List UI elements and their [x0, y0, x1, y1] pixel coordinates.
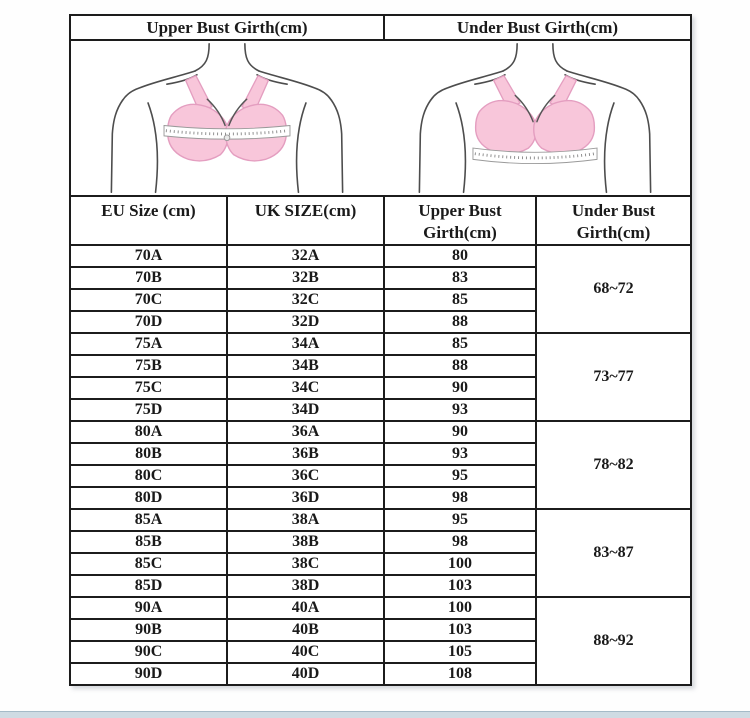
- size-table-row: [70, 421, 691, 443]
- under-bust-range-cell: 73~77: [536, 333, 691, 421]
- size-table-row: [70, 333, 691, 355]
- upper-bust-value-cell: 93: [384, 399, 536, 421]
- eu-size-cell: 90B: [70, 619, 227, 641]
- uk-size-cell: 38A: [227, 509, 384, 531]
- uk-size-cell: 38D: [227, 575, 384, 597]
- under-bust-range-cell: 83~87: [536, 509, 691, 597]
- upper-bust-value-cell: 98: [384, 487, 536, 509]
- eu-size-cell: 70C: [70, 289, 227, 311]
- eu-size-cell: 75A: [70, 333, 227, 355]
- uk-size-cell: 40B: [227, 619, 384, 641]
- upper-bust-value-cell: 95: [384, 509, 536, 531]
- uk-size-cell: 36A: [227, 421, 384, 443]
- upper-bust-value-cell: 100: [384, 597, 536, 619]
- uk-size-cell: 38B: [227, 531, 384, 553]
- eu-size-cell: 80A: [70, 421, 227, 443]
- upper-bust-value-cell: 88: [384, 311, 536, 333]
- eu-size-cell: 80C: [70, 465, 227, 487]
- uk-size-cell: 32C: [227, 289, 384, 311]
- bra-size-chart-table: [69, 14, 692, 686]
- top-header-row: [70, 15, 691, 40]
- eu-size-cell: 85B: [70, 531, 227, 553]
- size-table-row: [70, 509, 691, 531]
- eu-size-column-header: [70, 196, 227, 245]
- eu-size-cell: 70A: [70, 245, 227, 267]
- under-bust-range-cell: 78~82: [536, 421, 691, 509]
- uk-size-cell: 34D: [227, 399, 384, 421]
- eu-size-label: EU Size (cm): [101, 201, 196, 220]
- upper-bust-value-cell: 85: [384, 333, 536, 355]
- uk-size-cell: 34B: [227, 355, 384, 377]
- upper-bust-value-cell: 103: [384, 619, 536, 641]
- uk-size-cell: 40C: [227, 641, 384, 663]
- upper-bust-measurement-illustration: [86, 41, 368, 195]
- bottom-edge-strip: [0, 711, 750, 718]
- eu-size-cell: 70B: [70, 267, 227, 289]
- upper-bust-value-cell: 100: [384, 553, 536, 575]
- eu-size-cell: 75D: [70, 399, 227, 421]
- under-bust-range-cell: 68~72: [536, 245, 691, 333]
- size-table-row: [70, 597, 691, 619]
- uk-size-column-header: [227, 196, 384, 245]
- under-bust-measurement-illustration: [394, 41, 676, 195]
- eu-size-cell: 90C: [70, 641, 227, 663]
- upper-bust-value-cell: 95: [384, 465, 536, 487]
- upper-bust-girth-header: Upper Bust Girth(cm): [70, 15, 384, 40]
- illustration-cell: [70, 40, 691, 196]
- uk-size-cell: 36B: [227, 443, 384, 465]
- upper-bust-value-cell: 98: [384, 531, 536, 553]
- eu-size-cell: 80D: [70, 487, 227, 509]
- upper-bust-value-cell: 80: [384, 245, 536, 267]
- eu-size-cell: 85C: [70, 553, 227, 575]
- uk-size-cell: 36D: [227, 487, 384, 509]
- upper-bust-value-cell: 93: [384, 443, 536, 465]
- eu-size-cell: 80B: [70, 443, 227, 465]
- eu-size-cell: 90A: [70, 597, 227, 619]
- upper-bust-value-cell: 90: [384, 421, 536, 443]
- upper-bust-value-cell: 83: [384, 267, 536, 289]
- eu-size-cell: 85D: [70, 575, 227, 597]
- upper-bust-value-cell: 90: [384, 377, 536, 399]
- under-bust-range-cell: 88~92: [536, 597, 691, 685]
- size-table-row: [70, 245, 691, 267]
- upper-bust-value-cell: 85: [384, 289, 536, 311]
- eu-size-cell: 75B: [70, 355, 227, 377]
- upper-bust-value-cell: 108: [384, 663, 536, 685]
- eu-size-cell: 85A: [70, 509, 227, 531]
- illustration-row: [70, 40, 691, 196]
- eu-size-cell: 75C: [70, 377, 227, 399]
- uk-size-cell: 40A: [227, 597, 384, 619]
- size-table-body: [70, 245, 691, 685]
- uk-size-cell: 40D: [227, 663, 384, 685]
- eu-size-cell: 90D: [70, 663, 227, 685]
- upper-bust-value-cell: 88: [384, 355, 536, 377]
- uk-size-cell: 32D: [227, 311, 384, 333]
- uk-size-cell: 34A: [227, 333, 384, 355]
- uk-size-cell: 32B: [227, 267, 384, 289]
- under-bust-girth-header: Under Bust Girth(cm): [384, 15, 691, 40]
- eu-size-cell: 70D: [70, 311, 227, 333]
- uk-size-label: UK SIZE(cm): [254, 201, 357, 220]
- upper-bust-value-cell: 105: [384, 641, 536, 663]
- under-bust-column-header: Under Bust Girth(cm): [536, 196, 691, 245]
- uk-size-cell: 34C: [227, 377, 384, 399]
- column-header-row: [70, 196, 691, 245]
- uk-size-cell: 36C: [227, 465, 384, 487]
- upper-bust-value-cell: 103: [384, 575, 536, 597]
- upper-bust-column-header: Upper Bust Girth(cm): [384, 196, 536, 245]
- uk-size-cell: 32A: [227, 245, 384, 267]
- uk-size-cell: 38C: [227, 553, 384, 575]
